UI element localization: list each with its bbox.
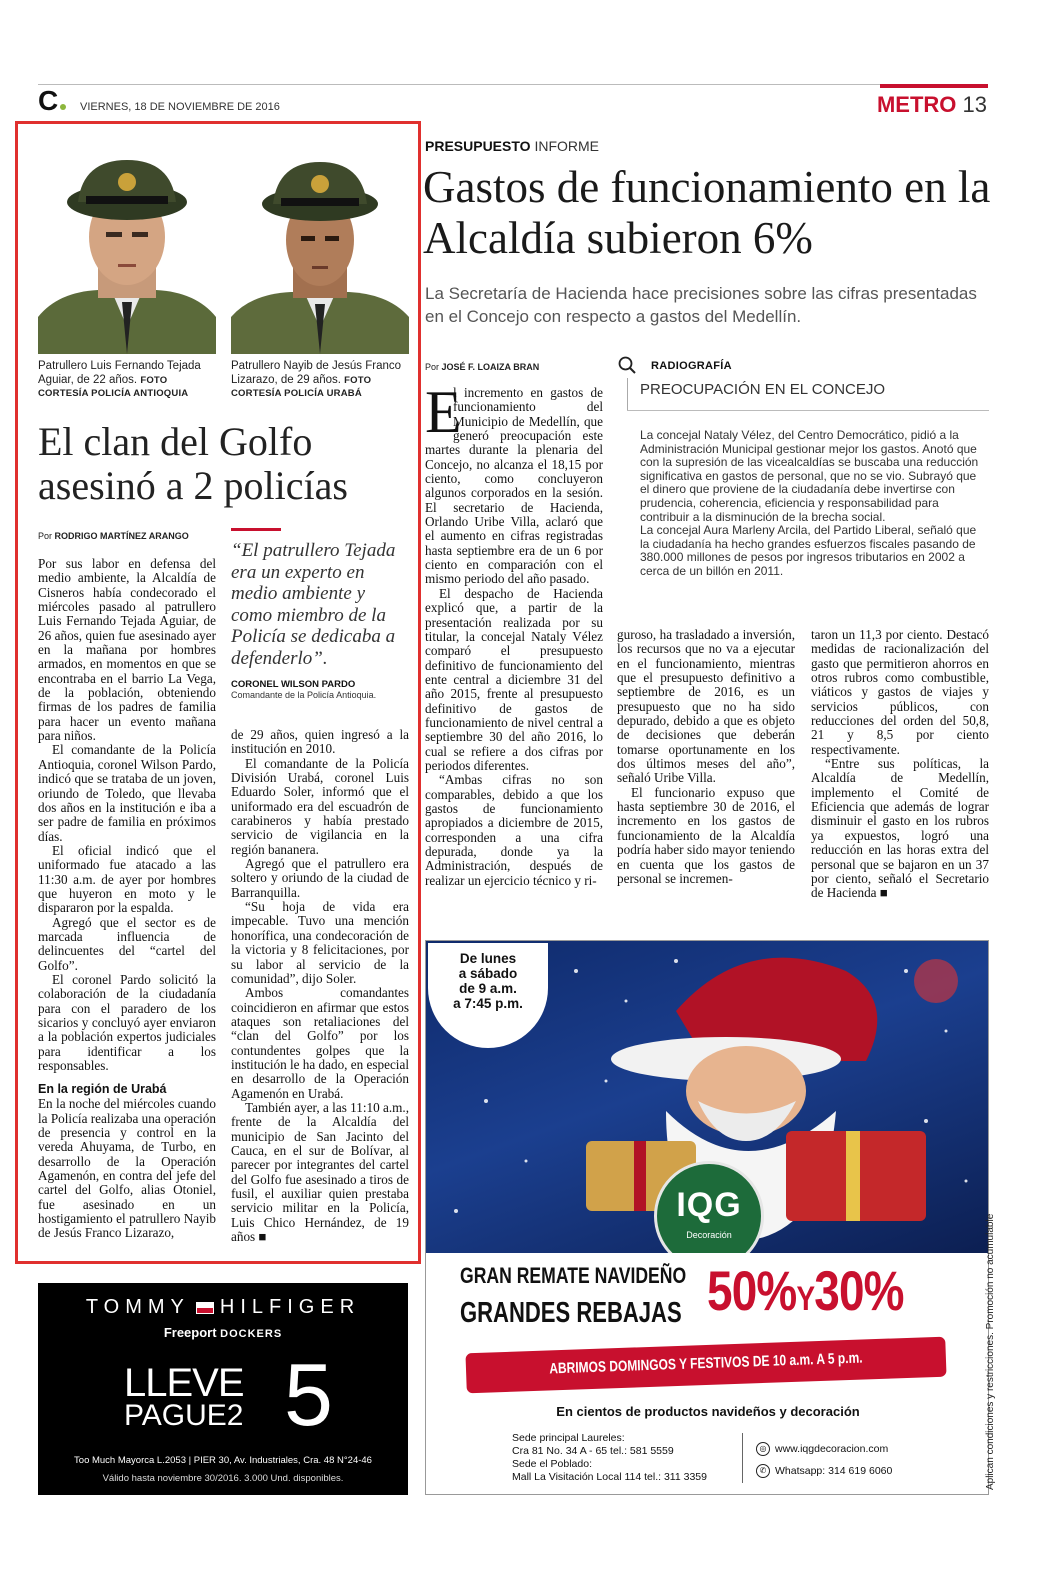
iqg-decoracion-ad (425, 940, 989, 1495)
story-byline (38, 531, 189, 541)
globe-icon: ◎ (756, 1442, 770, 1456)
paragraph: Por sus labor en defensa del medio ambiente, la Alcaldía de Cisneros había condecorado el miércoles pasado al patrullero Luis Fernando Tejada Aguiar, de 26 años, quien fue asesinado ayer en la mañana por hombres armados, en momentos en que se encontraba en el barrio La Vega, de la población, obteniendo firmas de los padres de familia para hacer un evento mañana para niños. (38, 556, 216, 744)
quote-attribution (231, 679, 409, 700)
address-line: Mall La Visitación Local 114 tel.: 311 3359 (512, 1471, 707, 1483)
paragraph: El oficial indicó que el uniformado fue atacado a las 11:30 a.m. de ayer por hombres que huyeron en moto y le dispararon por la espalda. (38, 842, 216, 916)
sidebar-label: RADIOGRAFÍA (651, 360, 732, 372)
products-line: En cientos de productos navideños y decoración (556, 1404, 860, 1419)
paragraph: “Entre sus políticas, la Alcaldía de Medellín, implemento el Comité de Eficiencia que además de lograr disminuir el gasto en los rubros ya expuestos, logró una reducción en las horas extra del personal que se bajaron en un 37 por ciento, señaló el Secretario de Hacienda ■ (811, 756, 989, 901)
whatsapp-text: Whatsapp: 314 619 6060 (775, 1464, 893, 1477)
magnifier-icon (618, 356, 636, 374)
hours-text (428, 951, 548, 1011)
quote-author-name: CORONEL WILSON PARDO (231, 679, 356, 690)
paragraph (425, 379, 603, 587)
tommy-hilfiger-ad (38, 1283, 408, 1495)
caption-text: Patrullero Nayib de Jesús Franco Lizarazo, de 29 años. (231, 360, 402, 386)
standfirst: La Secretaría de Hacienda hace precisiones sobre las cifras presentadas en el Concejo con respecto a gastos del Medellín. (425, 284, 977, 326)
offer-number: 5 (284, 1345, 333, 1444)
ad-sub-brands (38, 1325, 408, 1340)
flag-icon (196, 1302, 214, 1314)
caption-text: Patrullero Luis Fernando Tejada Aguiar, de 22 años. (38, 360, 201, 386)
photo-credit: FOTO CORTESÍA POLICÍA URABÁ (231, 374, 372, 399)
ad-headline-2: GRANDES REBAJAS (460, 1297, 682, 1329)
paragraph: El comandante de la Policía Antioquia, coronel Wilson Pardo, indicó que se trataba de un joven, oriundo de Toledo, que llevaba dos años en la institución e iba a ser padre de familia en próximos días. (38, 742, 216, 844)
photo-caption-1 (38, 360, 216, 401)
logo-dot-icon (60, 104, 66, 110)
budget-column-1 (425, 379, 603, 888)
discount-and: Y (796, 1280, 815, 1318)
sidebar-paragraph: La concejal Aura Marleny Arcila, del Partido Liberal, señaló que la ciudadanía ha hecho grandes esfuerzos fiscales pasando de 380.000 millones de pesos por ingresos tributarios en 2002 a cerca de un billón en 2011. (640, 523, 977, 578)
paragraph: También ayer, a las 11:10 a.m., frente de la Alcaldía del municipio de San Jacinto del Cauca, en el sur de Bolívar, al parecer por integrantes del cartel del Golfo fue asesinado a tiros de fusil, el auxiliar quien prestaba servicio militar en la Policía, Luis Chico Hernández, de 19 años ■ (231, 1099, 409, 1245)
ad-disclaimer: Aplican condiciones y restricciones. Promoción no acumulable (985, 1213, 996, 1490)
subheading: En la región de Urabá (38, 1082, 167, 1097)
paragraph: El comandante de la Policía División Urabá, coronel Luis Eduardo Soler, informó que el uniformado era del escuadrón de carabineros y había prestado servicio de vigilancia en la región bananera. (231, 755, 409, 857)
kicker-sub: INFORME (534, 138, 599, 154)
paragraph: Agregó que el patrullero era soltero y oriundo de la ciudad de Barranquilla. (231, 856, 409, 900)
officer-portrait-icon (38, 152, 216, 354)
sidebar-divider (627, 410, 989, 411)
lead-text: l incremento en gastos de funcionamiento del Municipio de Medellín, que generó preocupación este martes durante la plenaria del Concejo, no alcanza el 18,15 por ciento, como concluyeron algunos corporados en la sesión. El secretario de Hacienda, Orlando Uribe Villa, aclaró que el aumento en cifras registradas hasta septiembre era de un 6 por ciento en comparación con el mismo periodo del año pasado. (425, 385, 603, 587)
website (756, 1442, 888, 1456)
byline-author: JOSÉ F. LOAIZA BRAN (441, 362, 540, 372)
address-line: Cra 81 No. 34 A - 65 tel.: 581 5559 (512, 1445, 674, 1457)
story-column-1 (38, 557, 216, 1241)
paragraph: El despacho de Hacienda explicó que, a partir de la presentación realizada por su titular, la concejal Nataly Vélez comparó el presupuesto definitivo de funcionamiento del ente central a diciembre 31 del año 2015, frente al presupuesto definitivo de gastos de funcionamiento de nivel central a septiembre 30 del año 2016, lo cual se refiere a dos cifras por periodos diferentes. (425, 585, 603, 773)
quote-author-role: Comandante de la Policía Antioquia. (231, 690, 377, 700)
opening-hours-ribbon (465, 1337, 946, 1394)
ad-validity: Válido hasta noviembre 30/2016. 3.000 Und. disponibles. (102, 1473, 344, 1484)
story-column-2 (231, 728, 409, 1244)
paragraph: “Ambas cifras no son comparables, debido a que los gastos de funcionamiento apropiados a diciembre de 2015, corresponden a una cifra depurada, donde ya la Administración, después de realizar un ejercicio técnico y ri- (425, 772, 603, 888)
story-kicker (425, 138, 599, 154)
logo-subtext: Decoración (686, 1230, 732, 1240)
paragraph: En la noche del miércoles cuando la Policía realizaba una operación de presencia y control en la vereda Ahuyama, de Turbo, en desarrollo de la Operación Agamenón, en contra del jefe del cartel del Golfo, alias Otoniel, fue asesinado en un hostigamiento el patrullero Nayib de Jesús Franco Lizarazo, (38, 1096, 216, 1241)
issue-date: VIERNES, 18 DE NOVIEMBRE DE 2016 (80, 101, 280, 113)
sidebar-paragraph: La concejal Nataly Vélez, del Centro Democrático, pidió a la Administración Municipal gestionar mejor los gastos. Anotó que con la supresión de las vicealcaldías se buscaba una reducción significativa en gastos de personal, que no se vio. Subrayó que el dinero que proviene de la ciudadanía debe invertirse con prudencia, coherencia, eficiencia y responsabilidad para contribuir a la disminución de la brecha social. (640, 428, 979, 524)
paragraph: guroso, ha trasladado a inversión, los recursos que no va a ejecutar en el funcionamiento, mientras que el presupuesto definitivo a septiembre de 2016, es un presupuesto que no ha sido depurado, debido a que es objeto de decisiones que deberán tomarse oportunamente en los dos últimos meses del año”, señaló Uribe Villa. (617, 627, 795, 786)
sidebar-body (640, 429, 985, 579)
ad-address: Too Much Mayorca L.2053 | PIER 30, Av. Industriales, Cra. 48 N°24-46 (74, 1455, 372, 1466)
header-rule (38, 84, 988, 85)
pull-quote: “El patrullero Tejada era un experto en medio ambiente y como miembro de la Policía se dedicaba a defenderlo”. (231, 540, 396, 669)
photo-caption-2 (231, 360, 411, 401)
byline-prefix: Por (425, 362, 440, 372)
paragraph: “Su hoja de vida era impecable. Tuvo una mención honorífica, una condecoración de la victoria y 8 felicitaciones, por su labor al servicio de la comunidad”, dijo Soler. (231, 899, 409, 986)
hours-line: De lunes (459, 951, 517, 966)
discount-b: 30% (814, 1259, 904, 1322)
brand-right: HILFIGER (219, 1296, 361, 1318)
paragraph: Ambos comandantes coincidieron en afirmar que estos ataques son retaliaciones del “clan del Golfo” por los contundentes golpes que la institución le ha dado, en especial en desarrollo de la Operación Agamenón en Urabá. (231, 985, 409, 1101)
logo-text: IQG (676, 1186, 742, 1224)
sub-brand-1: Freeport (163, 1325, 217, 1340)
paragraph: taron un 11,3 por ciento. Destacó medidas de racionalización del gasto que permitieron ahorros en otros rubros como combustible, viáticos y gastos de viajes y servicios públicos, con reducciones del orden del 50,8, 21 y 8,5 por ciento respectivamente. (811, 627, 989, 757)
santa-photo (426, 941, 989, 1253)
offer-pague: PAGUE2 (124, 1399, 244, 1432)
ad-brand (38, 1296, 408, 1319)
brand-left: TOMMY (85, 1296, 190, 1318)
discount-figures (707, 1259, 904, 1331)
kicker-main: PRESUPUESTO (425, 138, 531, 154)
sub-brand-2: DOCKERS (220, 1328, 283, 1340)
discount-a: 50% (707, 1259, 797, 1322)
paragraph: de 29 años, quien ingresó a la institución en 2010. (231, 727, 409, 757)
budget-column-2 (617, 628, 795, 886)
story-headline: El clan del Golfo asesinó a 2 policías (38, 419, 348, 508)
main-headline: Gastos de funcionamiento en la Alcaldía subieron 6% (423, 162, 991, 263)
section-name (877, 92, 987, 118)
photo-credit: FOTO CORTESÍA POLICÍA ANTIOQUIA (38, 374, 189, 399)
ribbon-text: ABRIMOS DOMINGOS Y FESTIVOS DE 10 a.m. A 5 p.m. (549, 1349, 863, 1378)
byline-author: RODRIGO MARTÍNEZ ARANGO (54, 531, 189, 541)
address-line: Sede principal Laureles: (512, 1432, 625, 1444)
address-divider (742, 1433, 743, 1483)
address-line: Sede el Poblado: (512, 1458, 592, 1470)
store-addresses (512, 1432, 742, 1484)
paragraph: El funcionario expuso que hasta septiembre 30 de 2016, el incremento en los gastos de funcionamiento de la Alcaldía podría haber sido mayor teniendo en cuenta que los gastos de personal se incremen- (617, 784, 795, 886)
page-number: 13 (962, 92, 987, 117)
officer-portrait-icon (231, 152, 409, 354)
drop-cap (425, 379, 462, 445)
whatsapp-contact (756, 1464, 892, 1478)
drop-cap-letter: E (425, 379, 462, 445)
ad-headline-1: GRAN REMATE NAVIDEÑO (460, 1263, 687, 1288)
hours-line: de 9 a.m. (459, 981, 517, 996)
photo-patrullero-franco (231, 152, 409, 354)
newspaper-logo: C (38, 85, 59, 116)
website-text: www.iqgdecoracion.com (775, 1442, 889, 1455)
photo-patrullero-tejada (38, 152, 216, 354)
paragraph: El coronel Pardo solicitó la colaboración de la ciudadanía para con el paradero de los sicarios y concluyó ayer enviaron a la población expertos judiciales para identificar a los responsables. (38, 971, 216, 1074)
paragraph: Agregó que el sector es de marcada influencia de delincuentes del “cartel del Golfo”. (38, 914, 216, 973)
section-label: METRO (876, 92, 957, 117)
story-byline (425, 362, 539, 372)
offer-lleve: LLEVE (124, 1361, 244, 1405)
budget-column-3 (811, 628, 989, 901)
quote-accent-rule (231, 528, 281, 531)
byline-prefix: Por (38, 531, 53, 541)
hours-line: a 7:45 p.m. (453, 996, 523, 1011)
section-accent-bar (880, 84, 988, 88)
sidebar-rule (627, 378, 628, 410)
hours-line: a sábado (458, 966, 518, 981)
sidebar-title: PREOCUPACIÓN EN EL CONCEJO (640, 381, 886, 398)
phone-icon: ✆ (756, 1464, 770, 1478)
